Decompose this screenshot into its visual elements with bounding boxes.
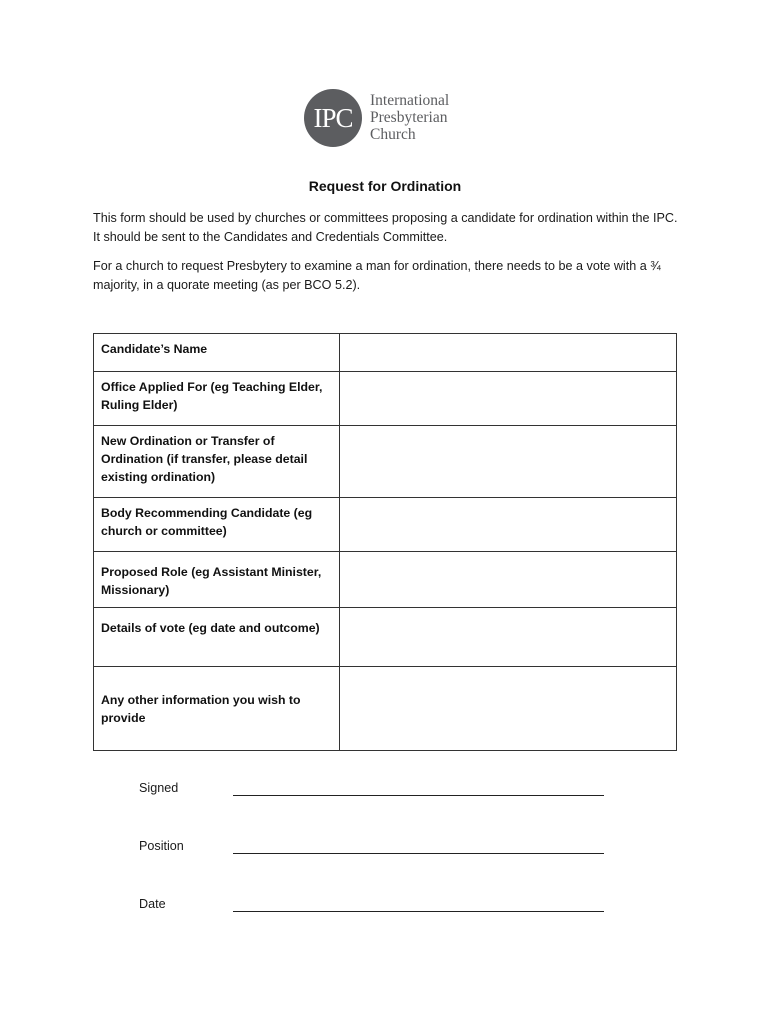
other-info-field[interactable]: [340, 667, 677, 751]
form-label: New Ordination or Transfer of Ordination (if transfer, please detail existing ordination): [94, 426, 340, 498]
form-label: Proposed Role (eg Assistant Minister, Missionary): [94, 552, 340, 608]
form-label: Body Recommending Candidate (eg church or committee): [94, 498, 340, 552]
document-title: Request for Ordination: [308, 178, 462, 194]
ipc-logo-mark: IPC: [304, 89, 362, 147]
form-label: Candidate’s Name: [94, 334, 340, 372]
signed-label: Signed: [139, 781, 179, 795]
logo-line-3: Church: [370, 126, 416, 143]
vote-requirement-paragraph: For a church to request Presbytery to examine a man for ordination, there needs to be a vote with a ¾ majority, in a quorate meeting (as per BCO 5.2).: [93, 259, 661, 292]
form-row-office-applied: [94, 372, 677, 426]
form-row-candidate-name: [94, 334, 677, 372]
office-applied-field[interactable]: [340, 372, 677, 426]
logo-line-2: Presbyterian: [370, 109, 448, 126]
proposed-role-field[interactable]: [340, 552, 677, 608]
candidate-name-field[interactable]: [340, 334, 677, 372]
logo-line-1: International: [370, 92, 450, 109]
form-row-vote-details: [94, 608, 677, 667]
form-label: Office Applied For (eg Teaching Elder, Ruling Elder): [94, 372, 340, 426]
ipc-logo-wordmark: [370, 92, 449, 143]
ordination-form-table: [93, 333, 677, 751]
ordination-type-field[interactable]: [340, 426, 677, 498]
position-label: Position: [139, 839, 184, 853]
recommending-body-field[interactable]: [340, 498, 677, 552]
date-label: Date: [139, 897, 166, 911]
form-label: Any other information you wish to provide: [94, 667, 340, 751]
signed-line-field[interactable]: [233, 795, 604, 796]
form-row-ordination-type: [94, 426, 677, 498]
position-line-field[interactable]: [233, 853, 604, 854]
form-row-proposed-role: [94, 552, 677, 608]
date-line-field[interactable]: [233, 911, 604, 912]
intro-paragraph: This form should be used by churches or committees proposing a candidate for ordination within the IPC. It should be sent to the Candidates and Credentials Committee.: [93, 211, 678, 244]
ipc-logo: [304, 89, 474, 147]
form-label: Details of vote (eg date and outcome): [94, 608, 340, 667]
vote-details-field[interactable]: [340, 608, 677, 667]
form-row-other-info: [94, 667, 677, 751]
form-row-recommending-body: [94, 498, 677, 552]
